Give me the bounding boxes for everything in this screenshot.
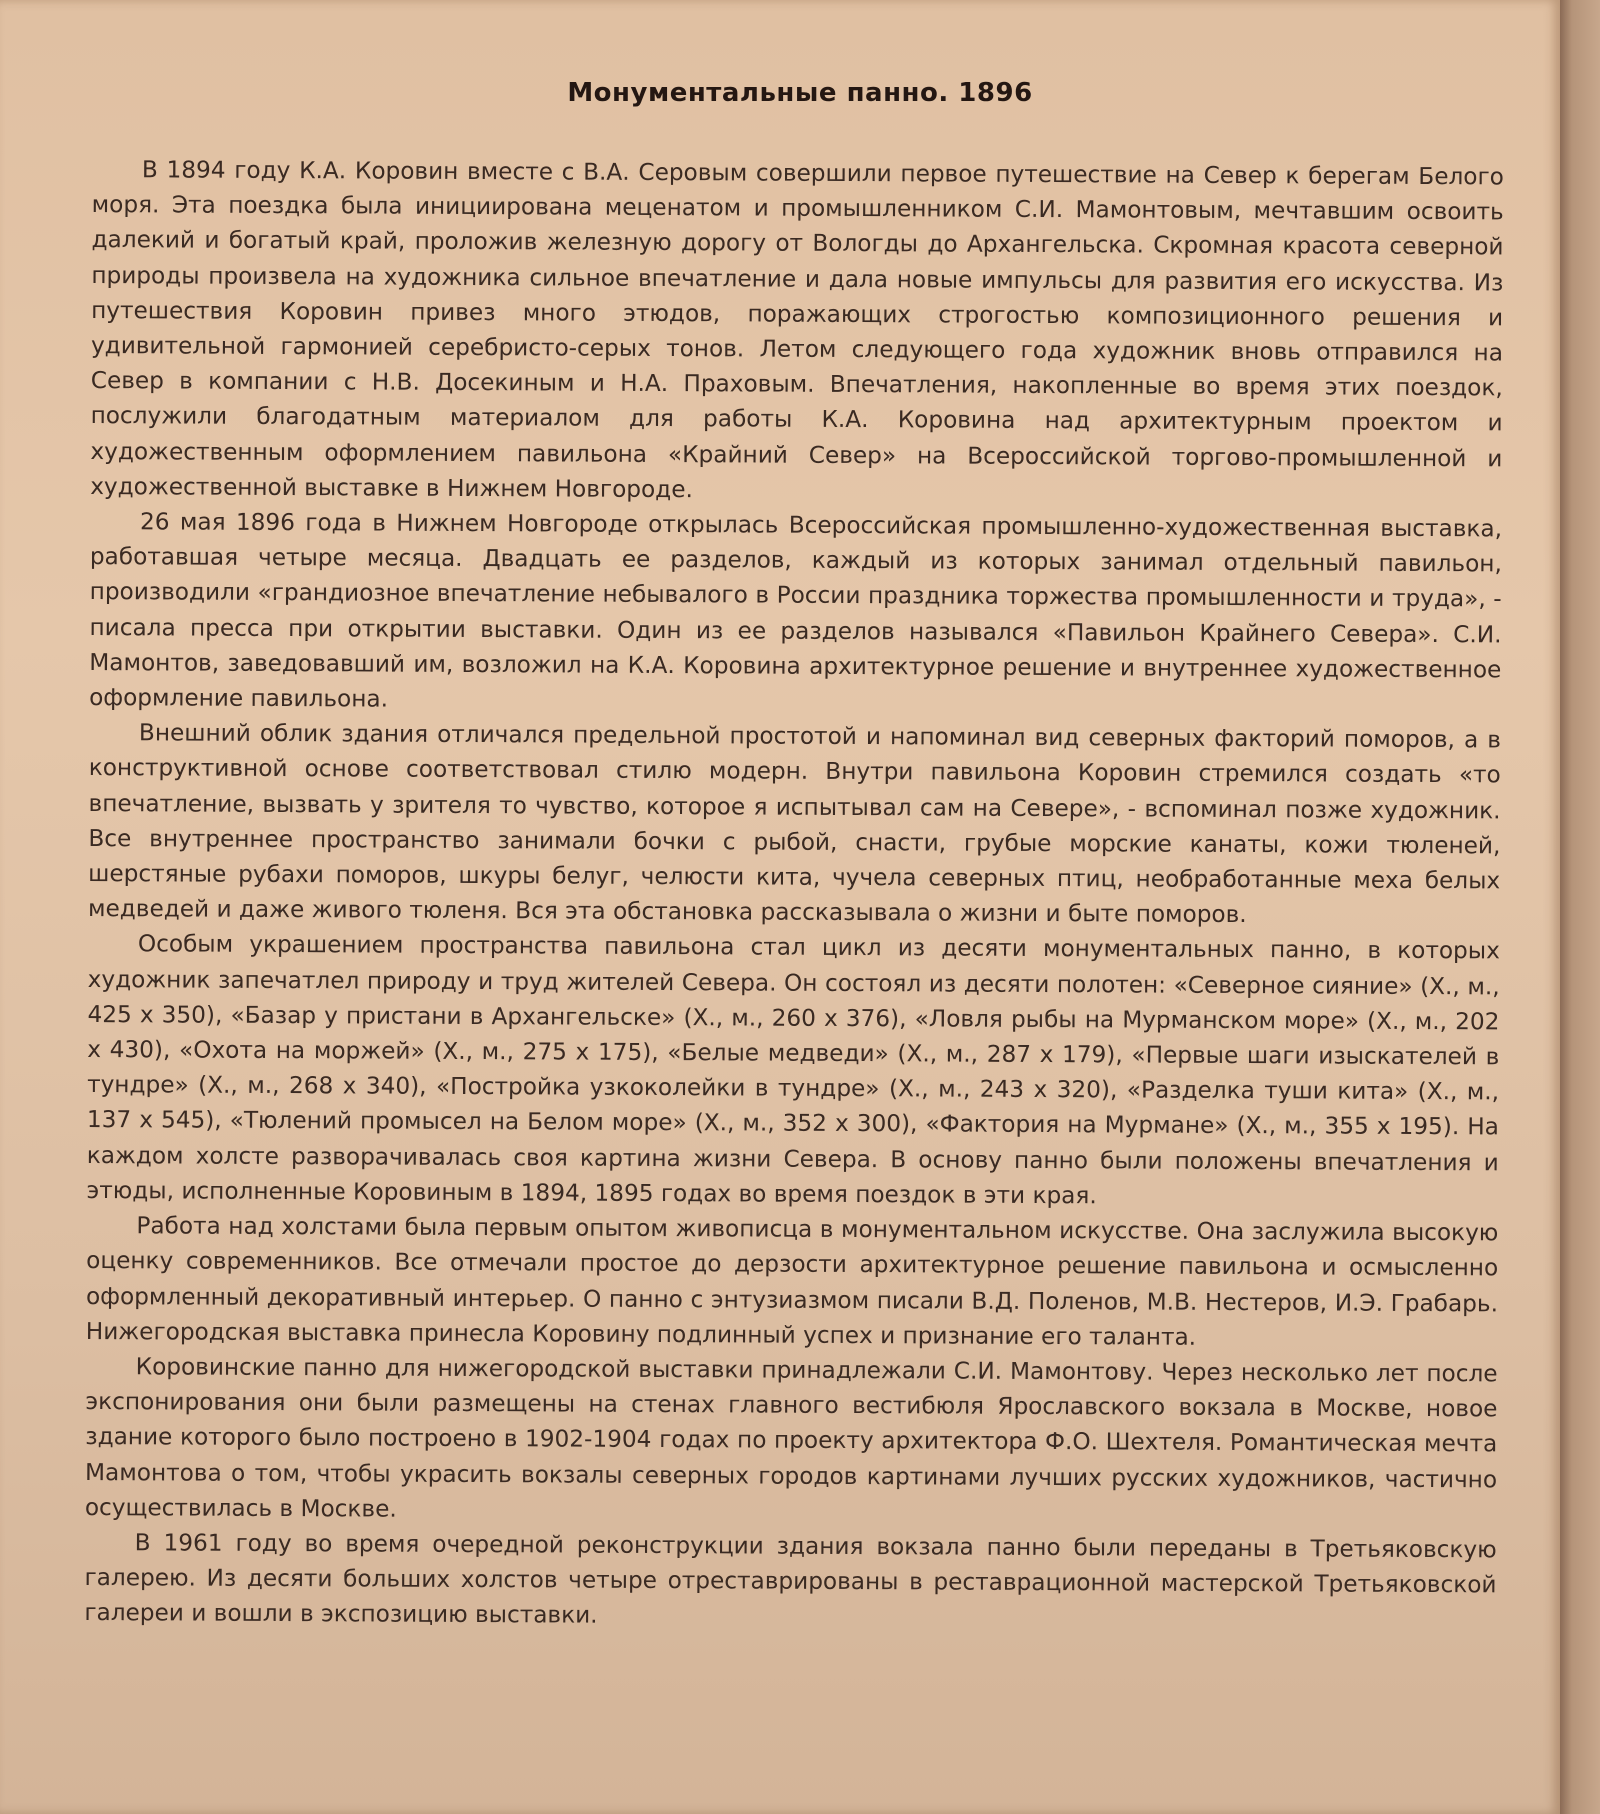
document-title: Монументальные панно. 1896 [567, 78, 1033, 108]
paragraph-2: 26 мая 1896 года в Нижнем Новгороде открылась Всероссийская промышленно-художественная выставка, работавшая четыре месяца. Двадцать ее разделов, каждый из которых занимал отдельный павильон, производили «грандиозное впечатление небывалого в России праздника торжества промышленности и труда», - писала пресса при открытии выставки. Один из ее разделов назывался «Павильон Крайнего Севера». С.И. Мамонтов, заведовавший им, возложил на К.А. Коровина архитектурное решение и внутреннее художественное оформление павильона. [89, 508, 1503, 713]
paragraph-1: В 1894 году К.А. Коровин вместе с В.А. Серовым совершили первое путешествие на Север к берегам Белого моря. Эта поездка была инициирована меценатом и промышленником С.И. Мамонтовым, мечтавшим освоить далекий и богатый край, проложив железную дорогу от Вологды до Архангельска. Скромная красота северной природы произвела на художника сильное впечатление и дала новые импульсы для развития его искусства. Из путешествия Коровин привез много этюдов, поражающих строгостью композиционного решения и удивительной гармонией серебристо-серых тонов. Летом следующего года художник вновь отправился на Север в компании с Н.В. Досекиным и Н.А. Праховым. Впечатления, накопленные во время этих поездок, послужили благодатным материалом для работы К.А. Коровина над архитектурным проектом и художественным оформлением павильона «Крайний Север» на Всероссийской торгово-промышленной и художественной выставке в Нижнем Новгороде. [90, 156, 1504, 503]
panel-edge [1560, 0, 1600, 1814]
paragraph-7: В 1961 году во время очередной реконструкции здания вокзала панно были переданы в Третьяковскую галерею. Из десяти больших холстов четыре отреставрированы в реставрационной мастерской Третьяковской галереи и вошли в экспозицию выставки. [84, 1529, 1497, 1629]
paragraph-6: Коровинские панно для нижегородской выставки принадлежали С.И. Мамонтову. Через несколько лет после экспонирования они были размещены на стенах главного вестибюля Ярославского вокзала в Москве, новое здание которого было построено в 1902-1904 годах по проекту архитектора Ф.О. Шехтеля. Романтическая мечта Мамонтова о том, чтобы украсить вокзалы северных городов картинами лучших русских художников, частично осуществилась в Москве. [84, 1353, 1498, 1523]
paragraph-5: Работа над холстами была первым опытом живописца в монументальном искусстве. Она заслужила высокую оценку современников. Все отмечали простое до дерзости архитектурное решение павильона и осмысленно оформленный декоративный интерьер. О панно с энтузиазмом писали В.Д. Поленов, М.В. Нестеров, И.Э. Грабарь. Нижегородская выставка принесла Коровину подлинный успех и признание его таланта. [85, 1212, 1499, 1351]
paragraph-3: Внешний облик здания отличался предельной простотой и напоминал вид северных факторий поморов, а в конструктивной основе соответствовал стилю модерн. Внутри павильона Коровин стремился создать «то впечатление, вызвать у зрителя то чувство, которое я испытывал сам на Севере», - вспоминал позже художник. Все внутреннее пространство занимали бочки с рыбой, снасти, грубые морские канаты, кожи тюленей, шерстяные рубахи поморов, шкуры белуг, челюсти кита, чучела северных птиц, необработанные меха белых медведей и даже живого тюленя. Вся эта обстановка рассказывала о жизни и быте поморов. [87, 719, 1502, 929]
document-body [84, 152, 1504, 1638]
paragraph-4: Особым украшением пространства павильона стал цикл из десяти монументальных панно, в которых художник запечатлел природу и труд жителей Севера. Он состоял из десяти полотен: «Северное сияние» (Х., м., 425 х 350), «Базар у пристани в Архангельске» (Х., м., 260 х 376), «Ловля рыбы на Мурманском море» (Х., м., 202 х 430), «Охота на моржей» (Х., м., 275 х 175), «Белые медведи» (Х., м., 287 х 179), «Первые шаги изыскателей в тундре» (Х., м., 268 х 340), «Постройка узкоколейки в тундре» (Х., м., 243 х 320), «Разделка туши кита» (Х., м., 137 х 545), «Тюлений промысел на Белом море» (Х., м., 352 х 300), «Фактория на Мурмане» (Х., м., 355 х 195). На каждом холсте разворачивалась своя картина жизни Севера. В основу панно были положены впечатления и этюды, исполненные Коровиным в 1894, 1895 годах во время поездок в эти края. [86, 930, 1500, 1210]
